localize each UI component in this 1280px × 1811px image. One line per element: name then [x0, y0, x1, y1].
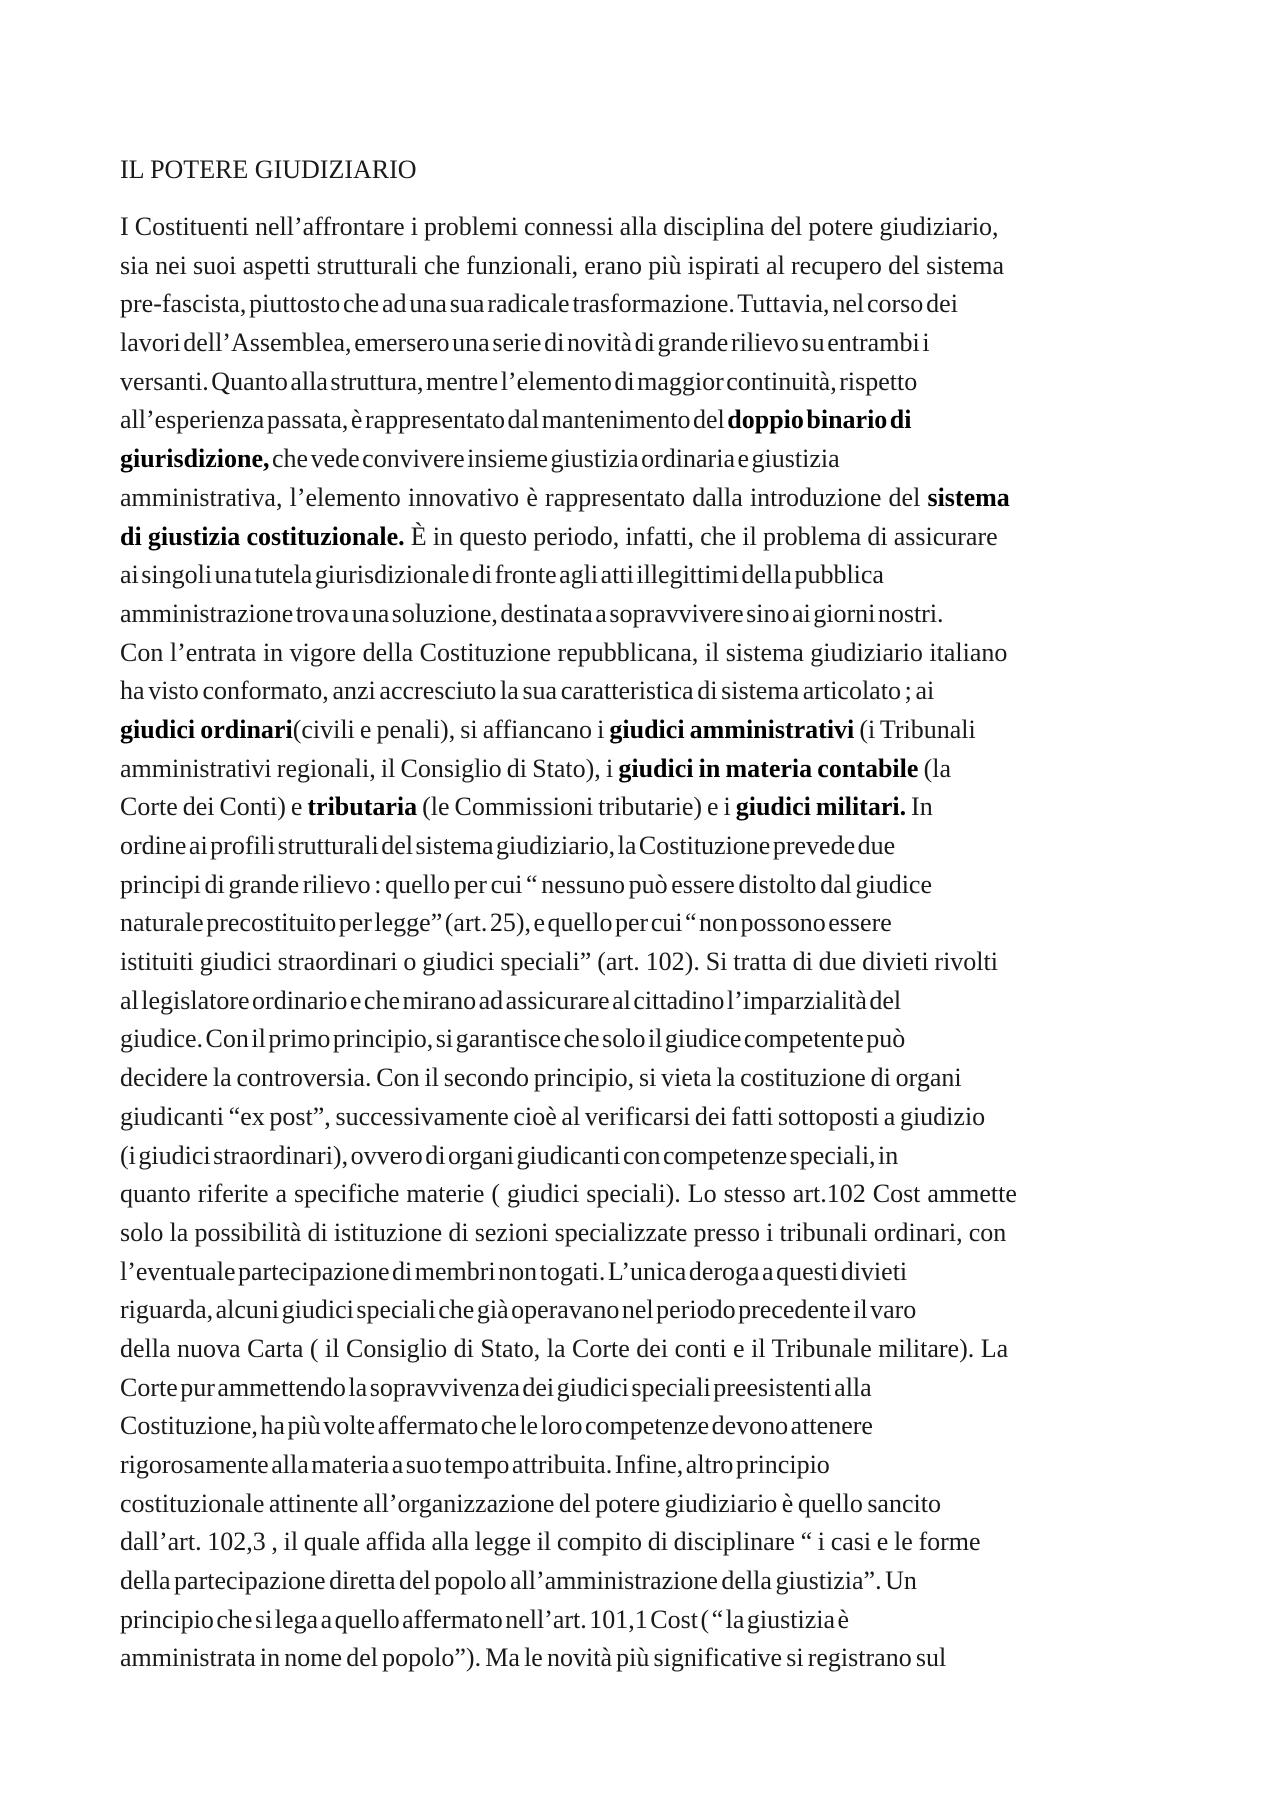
text-segment: Corte dei Conti) e	[120, 792, 308, 822]
text-segment: ordine ai profili strutturali del sistema giudiziario, la Costituzione prevede due	[120, 831, 896, 860]
text-line	[120, 247, 1180, 286]
text-segment: solo la possibilità di istituzione di sezioni specializzate presso i tribunali ordinari, con	[120, 1217, 1007, 1247]
text-line	[120, 750, 1180, 789]
text-segment: lavori dell’Assemblea, emersero una serie di novità di grande rilievo su entrambi i	[120, 328, 930, 358]
text-line	[120, 518, 1180, 557]
text-segment: l’eventuale partecipazione di membri non togati. L’unica deroga a questi divieti	[120, 1256, 908, 1286]
text-line	[120, 904, 1180, 943]
text-line	[120, 1098, 1180, 1137]
text-line	[120, 1175, 1180, 1214]
bold-term: tributaria	[307, 792, 418, 822]
text-line	[120, 556, 1180, 595]
text-line	[120, 363, 1180, 402]
text-segment: È in questo periodo, infatti, che il problema di assicurare	[404, 521, 998, 551]
text-segment: della nuova Carta ( il Consiglio di Stato, la Corte dei conti e il Tribunale militare). La	[120, 1333, 1009, 1363]
text-line	[120, 285, 1180, 324]
text-line	[120, 1639, 1180, 1678]
text-segment: principi di grande rilievo : quello per cui “ nessuno può essere distolto dal giudice	[120, 869, 933, 899]
page-title: IL POTERE GIUDIZIARIO	[120, 155, 417, 184]
text-line	[120, 1369, 1180, 1408]
bold-term: giurisdizione,	[120, 444, 270, 474]
text-segment: dall’art. 102,3 , il quale affida alla legge il compito di disciplinare “ i casi e le forme	[120, 1527, 981, 1557]
text-segment: quanto riferite a specifiche materie ( giudici speciali). Lo stesso art.102 Cost ammette	[120, 1179, 1017, 1209]
bold-term: sistema	[927, 482, 1010, 512]
text-line	[120, 1446, 1180, 1485]
text-segment: giudicanti “ex post”, successivamente cioè al verificarsi dei fatti sottoposti a giudizio	[120, 1101, 986, 1131]
text-line	[120, 401, 1180, 440]
text-segment: al legislatore ordinario e che mirano ad assicurare al cittadino l’imparzialità del	[120, 985, 902, 1015]
text-segment: costituzionale attinente all’organizzazione del potere giudiziario è quello sancito	[120, 1488, 941, 1518]
text-line	[120, 672, 1180, 711]
bold-term: giudici militari.	[735, 792, 907, 822]
body-paragraph	[120, 208, 1180, 1678]
text-line	[120, 208, 1180, 247]
text-segment: versanti. Quanto alla struttura, mentre l’elemento di maggior continuità, rispetto	[120, 366, 918, 396]
text-segment: pre-fascista, piuttosto che ad una sua radicale trasformazione. Tuttavia, nel corso dei	[120, 289, 958, 319]
text-segment: all’esperienza passata, è rappresentato dal mantenimento del	[120, 405, 728, 435]
bold-term: doppio binario di	[727, 405, 912, 435]
text-line	[120, 1214, 1180, 1253]
bold-term: di giustizia costituzionale.	[120, 521, 405, 551]
bold-term: giudici ordinari	[120, 714, 293, 744]
text-segment: (civili e penali), si affiancano i	[292, 714, 610, 744]
text-segment: rigorosamente alla materia a suo tempo attribuita. Infine, altro principio	[120, 1450, 830, 1479]
text-segment: naturale precostituito per legge” (art. 25), e quello per cui “ non possono essere	[120, 908, 892, 938]
text-segment: della partecipazione diretta del popolo all’amministrazione della giustizia”. Un	[120, 1566, 917, 1596]
text-segment: (le Commissioni tributarie) e i	[417, 792, 736, 822]
text-segment: Con l’entrata in vigore della Costituzione repubblicana, il sistema giudiziario italiano	[120, 637, 1008, 667]
bold-term: giudici in materia contabile	[618, 753, 919, 783]
text-line	[120, 982, 1180, 1021]
text-line	[120, 634, 1180, 673]
text-segment: (i giudici straordinari), ovvero di organi giudicanti con competenze speciali, in	[120, 1140, 899, 1170]
text-line	[120, 1137, 1180, 1176]
text-segment: principio che si lega a quello affermato nell’art. 101,1 Cost ( “ la giustizia è	[120, 1604, 850, 1634]
text-line	[120, 711, 1180, 750]
text-line	[120, 440, 1180, 479]
text-segment: I Costituenti nell’affrontare i problemi connessi alla disciplina del potere giudiziario,	[120, 212, 999, 241]
text-segment: amministrativi regionali, il Consiglio di Stato), i	[120, 753, 619, 783]
text-segment: In	[906, 792, 933, 822]
text-line	[120, 1291, 1180, 1330]
text-line	[120, 1601, 1180, 1640]
text-line	[120, 1407, 1180, 1446]
text-line	[120, 1330, 1180, 1369]
text-line	[120, 866, 1180, 905]
text-segment: riguarda, alcuni giudici speciali che già operavano nel periodo precedente il varo	[120, 1295, 917, 1325]
text-line	[120, 1253, 1180, 1292]
text-segment: amministrata in nome del popolo”). Ma le novità più significative si registrano sul	[120, 1643, 947, 1673]
bold-term: giudici amministrativi	[609, 714, 855, 744]
text-line	[120, 1485, 1180, 1524]
text-segment: ha visto conformato, anzi accresciuto la sua caratteristica di sistema articolato ; ai	[120, 676, 935, 706]
text-line	[120, 1562, 1180, 1601]
text-segment: giudice. Con il primo principio, si garantisce che solo il giudice competente può	[120, 1024, 906, 1054]
text-segment: amministrazione trova una soluzione, destinata a sopravvivere sino ai giorni nostri.	[120, 598, 944, 628]
text-line	[120, 788, 1180, 827]
text-segment: amministrativa, l’elemento innovativo è rappresentato dalla introduzione del	[120, 482, 928, 512]
text-line	[120, 479, 1180, 518]
text-segment: (i Tribunali	[854, 714, 976, 744]
text-segment: Corte pur ammettendo la sopravvivenza dei giudici speciali preesistenti alla	[120, 1372, 872, 1402]
text-segment: sia nei suoi aspetti strutturali che funzionali, erano più ispirati al recupero del sistema	[120, 250, 1005, 280]
text-segment: istituiti giudici straordinari o giudici speciali” (art. 102). Si tratta di due divieti rivolti	[120, 947, 998, 977]
text-line	[120, 324, 1180, 363]
text-line	[120, 943, 1180, 982]
text-segment: ai singoli una tutela giurisdizionale di fronte agli atti illegittimi della pubblica	[120, 560, 884, 590]
text-line	[120, 595, 1180, 634]
text-segment: (la	[918, 753, 951, 783]
text-line	[120, 1020, 1180, 1059]
text-segment: decidere la controversia. Con il secondo principio, si vieta la costituzione di organi	[120, 1063, 962, 1093]
text-line	[120, 827, 1180, 866]
text-line	[120, 1059, 1180, 1098]
text-segment: che vede convivere insieme giustizia ordinaria e giustizia	[269, 444, 840, 474]
text-line	[120, 1523, 1180, 1562]
text-segment: Costituzione, ha più volte affermato che le loro competenze devono attenere	[120, 1411, 873, 1441]
